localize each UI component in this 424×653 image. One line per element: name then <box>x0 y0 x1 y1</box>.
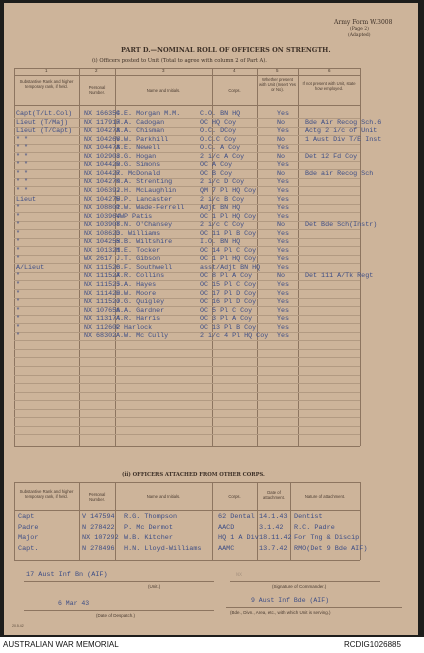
officer-corps: OC 3 Pl A Coy <box>200 315 253 324</box>
attached-number: V 147594 <box>82 513 115 521</box>
officer-name: J.A. Hayes <box>116 281 157 289</box>
ruled-line <box>14 289 360 290</box>
despatch-date-label: (Date of Despatch.) <box>96 613 136 618</box>
officer-number: NX 102908 <box>84 152 121 161</box>
att-header-date: Date of attachment. <box>263 490 285 500</box>
officer-present: Yes <box>277 298 290 307</box>
ruled-line <box>14 426 360 427</box>
unit-label: (Unit.) <box>148 584 161 589</box>
officer-rank: " <box>16 212 21 221</box>
officer-corps: OC 14 Pl C Coy <box>200 246 257 255</box>
officer-corps: OC 11 Pl B Coy <box>200 229 257 238</box>
officer-name: H.A. Cadogan <box>116 118 165 127</box>
officer-rank: " <box>16 272 21 281</box>
officer-present: Yes <box>277 127 290 136</box>
att-header-rank: Substantive Rank and higher temporary rank, if held. <box>19 489 74 499</box>
form-id: Army Form W.3008 <box>334 19 393 26</box>
officer-number: NX 106392 <box>84 186 121 195</box>
officer-note: Actg 2 i/c of Unit <box>305 127 378 136</box>
officer-corps: 2 i/c C Coy <box>200 221 245 230</box>
ruled-line <box>14 392 360 393</box>
officer-present: Yes <box>277 263 290 272</box>
ruled-line <box>14 186 360 187</box>
officer-corps: O.C. DCoy <box>200 127 237 136</box>
ruled-line <box>14 255 360 256</box>
ruled-line <box>14 246 360 247</box>
officer-corps: 2 i/c A Coy <box>200 152 245 161</box>
officer-number: NX 104427 <box>84 169 121 178</box>
col-number: 4 <box>233 68 236 73</box>
ruled-line <box>14 323 360 324</box>
ruled-line <box>14 400 360 401</box>
officer-name: VWP Patis <box>116 212 153 221</box>
col-number: 5 <box>276 68 279 73</box>
officer-rank: " <box>16 238 21 247</box>
officer-corps: OC 8 Pl A Coy <box>200 272 253 281</box>
officer-present: No <box>277 169 286 178</box>
officer-corps: OC HQ Coy <box>200 118 237 127</box>
col-number: 3 <box>162 68 165 73</box>
col-number: 1 <box>45 68 48 73</box>
attached-corps: AACD <box>218 523 235 532</box>
form-adapted: (Adapted) <box>348 33 371 38</box>
ruled-line <box>14 229 360 230</box>
unit-value: 17 Aust Inf Bn (AIF) <box>26 571 108 579</box>
officer-name: A.E. Newell <box>116 144 161 153</box>
officer-present: Yes <box>277 238 290 247</box>
col-header-name: Name and Initials. <box>146 88 181 93</box>
att-header-corps: Corps. <box>228 494 241 499</box>
officer-name: C.E. Morgan M.M. <box>116 110 181 118</box>
officer-rank: Lieut (T/Maj) <box>16 118 69 127</box>
attached-name: P. Mc Dermot <box>124 523 173 532</box>
attached-nature: RMO(Det 9 Bde AIF) <box>294 544 368 553</box>
commander-stamp: NX <box>236 572 243 578</box>
ruled-line <box>14 280 360 281</box>
officer-number: WX 2617 <box>84 255 113 264</box>
attached-nature: For Tng & Discip <box>294 534 360 542</box>
col-header-employed: If not present with Unit, state how employed. <box>302 81 356 91</box>
officer-number: NX 103964 <box>84 212 121 221</box>
attached-name: H.N. Lloyd-Williams <box>124 544 202 553</box>
officer-note: Bde air Recog Sch <box>305 169 374 178</box>
attached-date: 13.7.42 <box>259 544 288 553</box>
ruled-line <box>14 375 360 376</box>
officer-corps: C.O. BN HQ <box>200 110 241 118</box>
officer-corps: I.O. BN HQ <box>200 238 241 247</box>
officer-corps: asst/Adjt BN HQ <box>200 263 261 272</box>
att-header-number: Personal Number. <box>88 492 106 502</box>
officer-number: NX 108623 <box>84 229 121 238</box>
officer-name: P.W. Wade-Ferrell <box>116 204 185 213</box>
archive-id: RCDIG1026885 <box>344 640 401 649</box>
col-header-number: Personal Number. <box>88 85 106 95</box>
officer-rank: " <box>16 323 21 332</box>
officer-rank: " <box>16 332 21 341</box>
officer-name: W.P. Lancaster <box>116 195 173 204</box>
officer-name: J.G. Hogan <box>116 152 157 161</box>
officer-name: A.A. Gardner <box>116 306 165 315</box>
attached-date: 3.1.42 <box>259 523 284 532</box>
officer-present: Yes <box>277 246 290 255</box>
attached-rank: Capt. <box>18 544 39 553</box>
officer-corps: OC 1 Pl HQ Coy <box>200 212 257 221</box>
officer-number: NX 111527 <box>84 272 121 281</box>
attached-rank: Padre <box>18 523 39 532</box>
att-header-name: Name and Initials. <box>146 494 181 499</box>
col-number: 6 <box>328 68 331 73</box>
officer-present: Yes <box>277 315 290 324</box>
officer-name: K.A. Strenting <box>116 178 173 187</box>
officer-name: H.W. Moore <box>116 289 157 298</box>
officer-rank: " " <box>16 169 29 178</box>
commander-label: (Signature of Commander.) <box>272 584 327 589</box>
officer-rank: " " <box>16 161 29 170</box>
officer-corps: OC 17 Pl D Coy <box>200 289 257 298</box>
officer-present: No <box>277 221 286 230</box>
ruled-line <box>14 357 360 358</box>
officer-number: NX 113174 <box>84 315 121 324</box>
ruled-line <box>14 306 360 307</box>
officer-name: V.W. Parkhill <box>116 135 169 144</box>
officer-number: NX 101321 <box>84 246 121 255</box>
officer-corps: OC 16 Pl D Coy <box>200 298 257 307</box>
officer-number: NX 107656 <box>84 306 121 315</box>
officer-rank: A/Lieut <box>16 263 45 272</box>
officer-rank: " <box>16 229 21 238</box>
ruled-line <box>14 417 360 418</box>
officer-present: Yes <box>277 195 290 204</box>
officer-rank: " <box>16 315 21 324</box>
ruled-line <box>14 263 360 264</box>
officer-rank: " <box>16 246 21 255</box>
attached-name: R.G. Thompson <box>124 513 178 521</box>
attached-rank: Major <box>18 534 39 542</box>
officer-present: Yes <box>277 332 290 341</box>
section-i-title: (i) Officers posted to Unit (Total to agree with column 2 of Part A). <box>92 58 267 64</box>
officer-rank: " " <box>16 152 29 161</box>
ruled-line <box>14 315 360 316</box>
ruled-line <box>14 178 360 179</box>
officer-present: Yes <box>277 289 290 298</box>
officer-corps: O.C.C Coy <box>200 135 237 144</box>
officer-corps: O.C. A Coy <box>200 144 241 153</box>
officer-present: Yes <box>277 110 290 118</box>
officer-name: J.T. Gibson <box>116 255 161 264</box>
officer-number: NX 111528 <box>84 263 121 272</box>
officer-note: Det Bde Sch(Instr) <box>305 221 378 230</box>
ruled-line <box>14 238 360 239</box>
col-number: 2 <box>95 68 98 73</box>
formation-label: (Bde., Divn., Area, etc., with which Unit is serving.) <box>230 610 331 615</box>
officer-rank: Capt(T/Lt.Col) <box>16 110 73 118</box>
col-header-rank: Substantive Rank and higher temporary rank, if held. <box>19 79 74 89</box>
document-sheet <box>4 3 418 635</box>
ruled-line <box>14 212 360 213</box>
officer-rank: " <box>16 221 21 230</box>
officer-rank: " " <box>16 186 29 195</box>
officer-number: NX 111520 <box>84 298 121 307</box>
officer-present: Yes <box>277 212 290 221</box>
officer-note: Det 111 A/Tk Regt <box>305 272 374 281</box>
ruled-line <box>14 366 360 367</box>
officer-corps: OC B Coy <box>200 169 233 178</box>
archive-footer <box>0 637 424 653</box>
ruled-line <box>14 161 360 162</box>
despatch-date: 6 Mar 43 <box>58 600 90 607</box>
attached-corps: 62 Dental <box>218 513 255 521</box>
officer-name: J.H. McLaughlin <box>116 186 177 195</box>
attached-nature: R.C. Padre <box>294 523 335 532</box>
officer-number: NX 68302 <box>84 332 117 341</box>
officer-rank: " <box>16 298 21 307</box>
officer-name: R.G. Simons <box>116 161 161 170</box>
officer-name: M.E. Tocker <box>116 246 161 255</box>
print-mark: 20.5.42 <box>12 624 24 628</box>
officer-number: NX 103908 <box>84 221 121 230</box>
officer-number: NX 104473 <box>84 144 121 153</box>
ruled-line <box>14 144 360 145</box>
attached-rank: Capt <box>18 513 35 521</box>
officer-corps: OC 15 Pl C Coy <box>200 281 257 289</box>
officer-number: NX 117917 <box>84 118 121 127</box>
officer-present: Yes <box>277 306 290 315</box>
officer-name: A.A. Chisman <box>116 127 165 136</box>
officer-rank: " " <box>16 144 29 153</box>
officer-rank: " <box>16 306 21 315</box>
officer-number: NX 104429 <box>84 161 121 170</box>
attached-number: NX 107292 <box>82 534 119 542</box>
officer-present: Yes <box>277 323 290 332</box>
officer-name: A.R. Harris <box>116 315 161 324</box>
officer-present: Yes <box>277 229 290 238</box>
col-header-corps: Corps. <box>228 88 241 93</box>
ruled-line <box>14 195 360 196</box>
officer-number: NX 111525 <box>84 281 121 289</box>
officer-name: R. McDonald <box>116 169 161 178</box>
officer-name: A.R. Collins <box>116 272 165 281</box>
officer-corps: 2 i/c D Coy <box>200 178 245 187</box>
formation-value: 9 Aust Inf Bde (AIF) <box>251 597 330 604</box>
archive-name: AUSTRALIAN WAR MEMORIAL <box>3 640 119 649</box>
officer-name: T.N. O'Chansey <box>116 221 173 230</box>
ruled-line <box>14 332 360 333</box>
page-title: PART D.—NOMINAL ROLL OF OFFICERS ON STRENGTH. <box>121 46 331 54</box>
officer-present: No <box>277 135 286 144</box>
officer-number: NX 166354 <box>84 110 121 118</box>
officer-number: NX 104273 <box>84 127 121 136</box>
ruled-line <box>14 383 360 384</box>
officer-name: P Harlock <box>116 323 153 332</box>
attached-date: 18.11.42 <box>259 534 292 542</box>
officer-corps: Adjt BN HQ <box>200 204 241 213</box>
officer-present: No <box>277 152 286 161</box>
officer-number: NX 104270 <box>84 178 121 187</box>
form-page: (Page 2) <box>350 27 369 32</box>
officer-corps: OC 1 Pl HQ Coy <box>200 255 257 264</box>
officer-rank: " <box>16 281 21 289</box>
officer-present: Yes <box>277 255 290 264</box>
officer-number: NX 104266 <box>84 135 121 144</box>
col-header-present: Whether present with Unit (Insert Yes or No). <box>259 77 297 92</box>
officer-rank: " " <box>16 135 29 144</box>
officer-rank: " <box>16 255 21 264</box>
ruled-line <box>14 349 360 350</box>
section-ii-title: (ii) OFFICERS ATTACHED FROM OTHER CORPS. <box>122 472 265 478</box>
officer-number: NX 108801 <box>84 204 121 213</box>
officer-corps: OC A Coy <box>200 161 233 170</box>
officer-corps: 2 i/c 4 Pl HQ Coy <box>200 332 269 341</box>
officer-number: NX 111429 <box>84 289 121 298</box>
officer-note: Det 12 Fd Coy <box>305 152 358 161</box>
officer-number: NX 112602 <box>84 323 121 332</box>
attached-number: N 278422 <box>82 523 115 532</box>
officer-name: A.W. Mc Cully <box>116 332 169 341</box>
ruled-line <box>14 298 360 299</box>
officer-corps: QM 7 Pl HQ Coy <box>200 186 257 195</box>
officer-name: D. Williams <box>116 229 161 238</box>
ruled-line <box>14 409 360 410</box>
attached-nature: Dentist <box>294 513 323 521</box>
officer-present: Yes <box>277 186 290 195</box>
officer-name: R.B. Wiltshire <box>116 238 173 247</box>
officer-rank: Lieut <box>16 195 37 204</box>
officer-name: J.G. Quigley <box>116 298 165 307</box>
officer-number: NX 104275 <box>84 195 121 204</box>
officer-present: Yes <box>277 281 290 289</box>
ruled-line <box>14 434 360 435</box>
officer-rank: " <box>16 204 21 213</box>
officer-corps: 2 i/c B Coy <box>200 195 245 204</box>
officer-name: G.F. Southwell <box>116 263 173 272</box>
officer-present: No <box>277 118 286 127</box>
officer-present: No <box>277 272 286 281</box>
officer-rank: Lieut (T/Capt) <box>16 127 73 136</box>
attached-number: N 278496 <box>82 544 115 553</box>
attached-name: W.B. Kitcher <box>124 534 173 542</box>
officer-rank: " " <box>16 178 29 187</box>
att-header-nature: Nature of attachment. <box>304 494 346 499</box>
attached-corps: HQ 1 A Div <box>218 534 259 542</box>
officer-present: Yes <box>277 178 290 187</box>
attached-corps: AAMC <box>218 544 235 553</box>
officer-number: NX 104255 <box>84 238 121 247</box>
officer-corps: OC 13 Pl B Coy <box>200 323 257 332</box>
officer-note: 1 Aust Div T/E Inst <box>305 135 382 144</box>
officer-present: Yes <box>277 144 290 153</box>
ruled-line <box>14 340 360 341</box>
officer-present: Yes <box>277 161 290 170</box>
ruled-line <box>14 204 360 205</box>
attached-date: 14.1.43 <box>259 513 288 521</box>
officer-rank: " <box>16 289 21 298</box>
officer-corps: OC 5 Pl C Coy <box>200 306 253 315</box>
officer-present: Yes <box>277 204 290 213</box>
officer-note: Bde Air Recog Sch.6 <box>305 118 382 127</box>
